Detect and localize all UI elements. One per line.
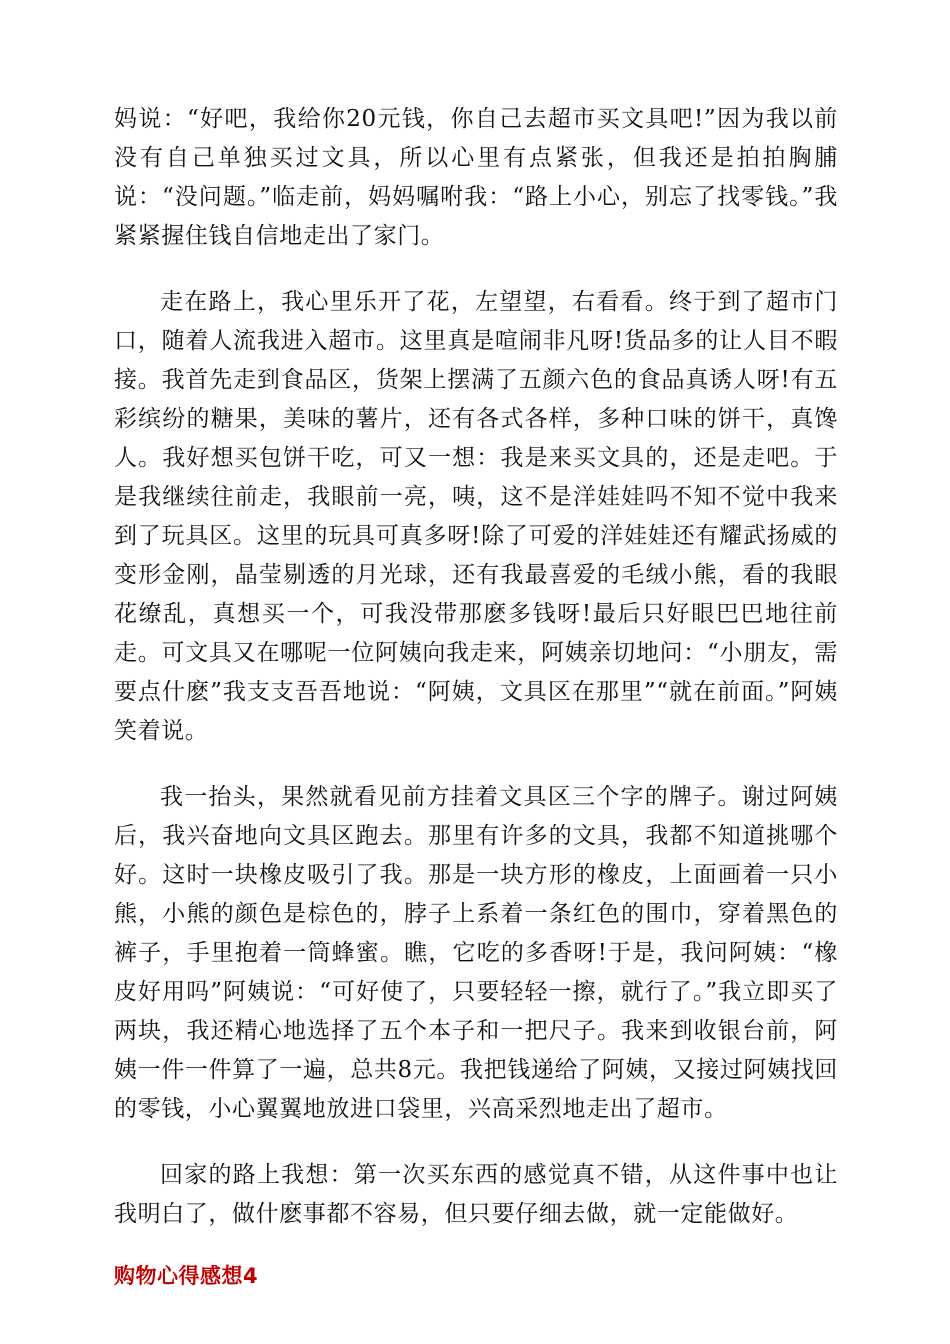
paragraph-4: 回家的路上我想：第一次买东西的感觉真不错，从这件事中也让我明白了，做什麽事都不容易，但只要仔细去做，就一定能做好。: [114, 1162, 838, 1227]
section-heading: 购物心得感想4: [114, 1264, 259, 1288]
paragraph-3: 我一抬头，果然就看见前方挂着文具区三个字的牌子。谢过阿姨后，我兴奋地向文具区跑去。那里有许多的文具，我都不知道挑哪个好。这时一块橡皮吸引了我。那是一块方形的橡皮，上面画着一只小熊，小熊的颜色是棕色的，脖子上系着一条红色的围巾，穿着黑色的裤子，手里抱着一筒蜂蜜。瞧，它吃的多香呀!于是，我问阿姨：“橡皮好用吗”阿姨说：“可好使了，只要轻轻一擦，就行了。”我立即买了两块，我还精心地选择了五个本子和一把尺子。我来到收银台前，阿姨一件一件算了一遍，总共8元。我把钱递给了阿姨，又接过阿姨找回的零钱，小心翼翼地放进口袋里，兴高采烈地走出了超市。: [114, 784, 838, 1122]
paragraph-2: 走在路上，我心里乐开了花，左望望，右看看。终于到了超市门口，随着人流我进入超市。这里真是喧闹非凡呀!货品多的让人目不暇接。我首先走到食品区，货架上摆满了五颜六色的食品真诱人呀!有五彩缤纷的糖果，美味的薯片，还有各式各样，多种口味的饼干，真馋人。我好想买包饼干吃，可又一想：我是来买文具的，还是走吧。于是我继续往前走，我眼前一亮，咦，这不是洋娃娃吗不知不觉中我来到了玩具区。这里的玩具可真多呀!除了可爱的洋娃娃还有耀武扬威的变形金刚，晶莹剔透的月光球，还有我最喜爱的毛绒小熊，看的我眼花缭乱，真想买一个，可我没带那麽多钱呀!最后只好眼巴巴地往前走。可文具又在哪呢一位阿姨向我走来，阿姨亲切地问：“小朋友，需要点什麽”我支支吾吾地说：“阿姨，文具区在那里”“就在前面。”阿姨笑着说。: [114, 289, 838, 744]
paragraph-1: 妈说：“好吧，我给你20元钱，你自己去超市买文具吧!”因为我以前没有自己单独买过文具，所以心里有点紧张，但我还是拍拍胸脯说：“没问题。”临走前，妈妈嘱咐我：“路上小心，别忘了找零钱。”我紧紧握住钱自信地走出了家门。: [114, 106, 838, 249]
document-body: [114, 100, 838, 1291]
